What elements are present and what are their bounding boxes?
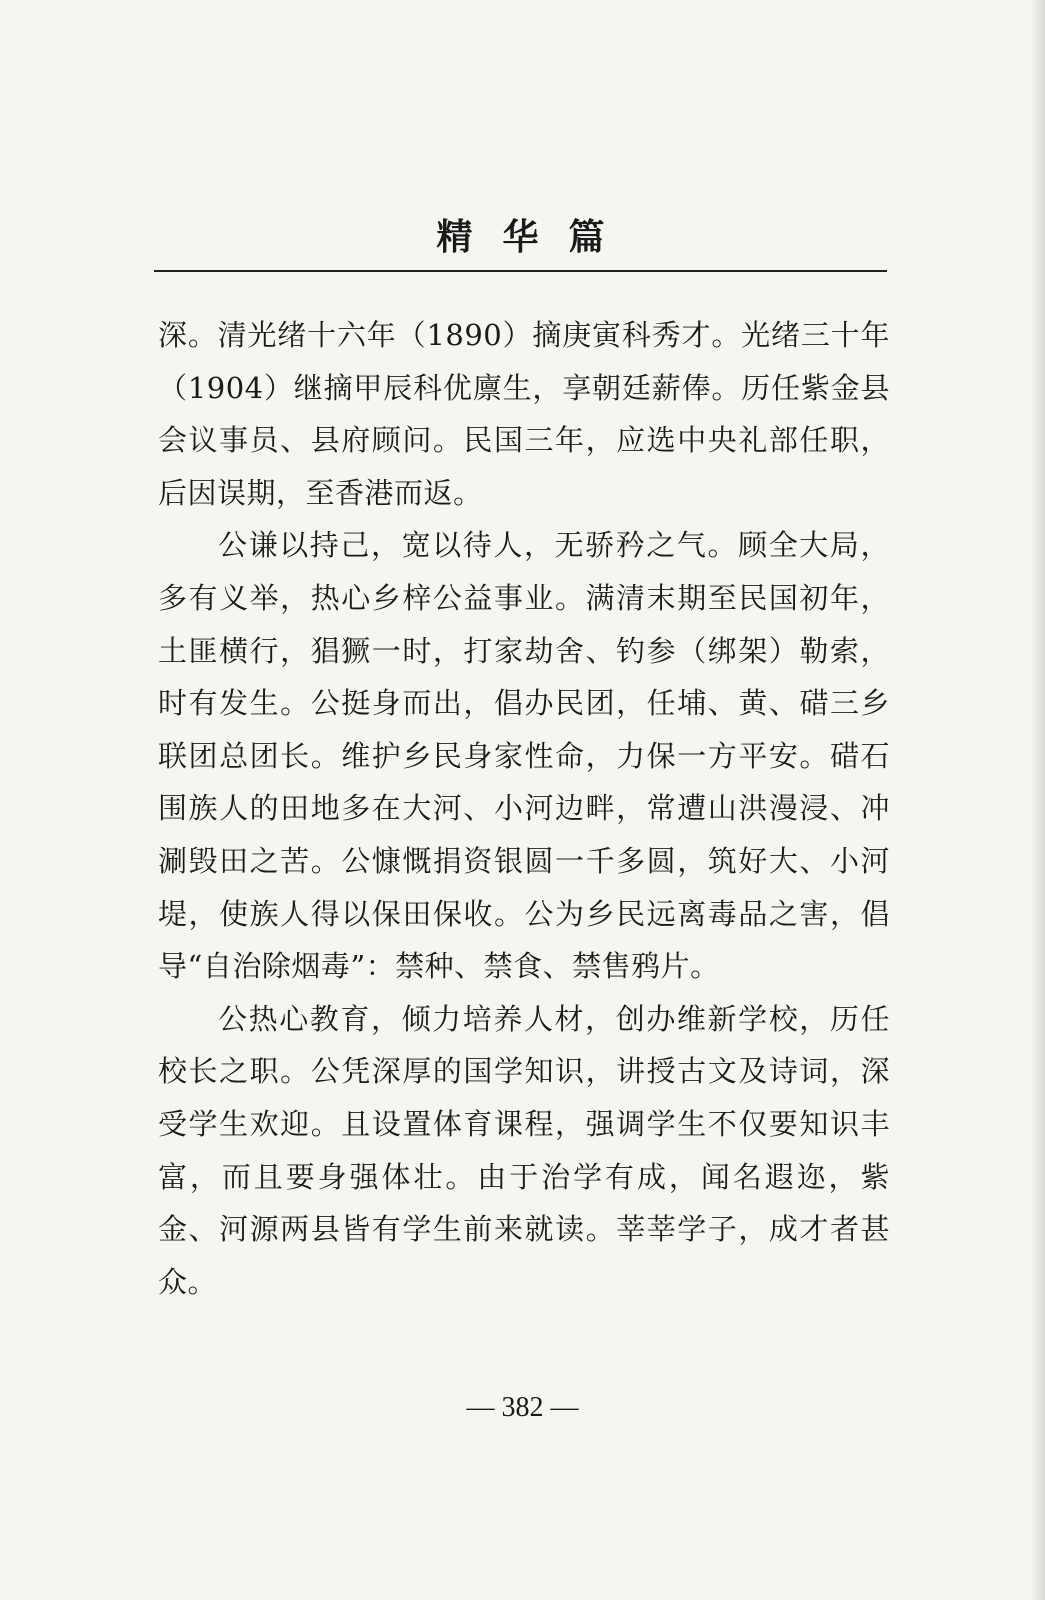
header-rule bbox=[154, 270, 887, 272]
paragraph-continued: 深。清光绪十六年（1890）摘庚寅科秀才。光绪三十年（1904）继摘甲辰科优廪生，享朝廷薪俸。历任紫金县会议事员、县府顾问。民国三年，应选中央礼部任职，后因误期，至香港而返。 bbox=[158, 318, 890, 510]
running-header: 精华篇 bbox=[436, 216, 635, 258]
body-text bbox=[158, 309, 890, 1308]
paragraph-education: 公热心教育，倾力培养人材，创办维新学校，历任校长之职。公凭深厚的国学知识，讲授古文及诗词，深受学生欢迎。且设置体育课程，强调学生不仅要知识丰富，而且要身强体壮。由于治学有成，闻名遐迩，紫金、河源两县皆有学生前来就读。莘莘学子，成才者甚众。 bbox=[158, 1001, 890, 1299]
paragraph-character: 公谦以持己，宽以待人，无骄矜之气。顾全大局，多有义举，热心乡梓公益事业。满清末期至民国初年，土匪横行，猖獗一时，打家劫舍、钓参（绑架）勒索，时有发生。公挺身而出，倡办民团，任埔、黄、碏三乡联团总团长。维护乡民身家性命，力保一方平安。碏石围族人的田地多在大河、小河边畔，常遭山洪漫浸、冲涮毁田之苦。公慷慨捐资银圆一千多圆，筑好大、小河堤，使族人得以保田保收。公为乡民远离毒品之害，倡导“自治除烟毒”：禁种、禁食、禁售鸦片。 bbox=[158, 528, 890, 984]
page-edge-shadow bbox=[1031, 0, 1045, 1600]
page-number: — 382 — bbox=[466, 1392, 579, 1423]
